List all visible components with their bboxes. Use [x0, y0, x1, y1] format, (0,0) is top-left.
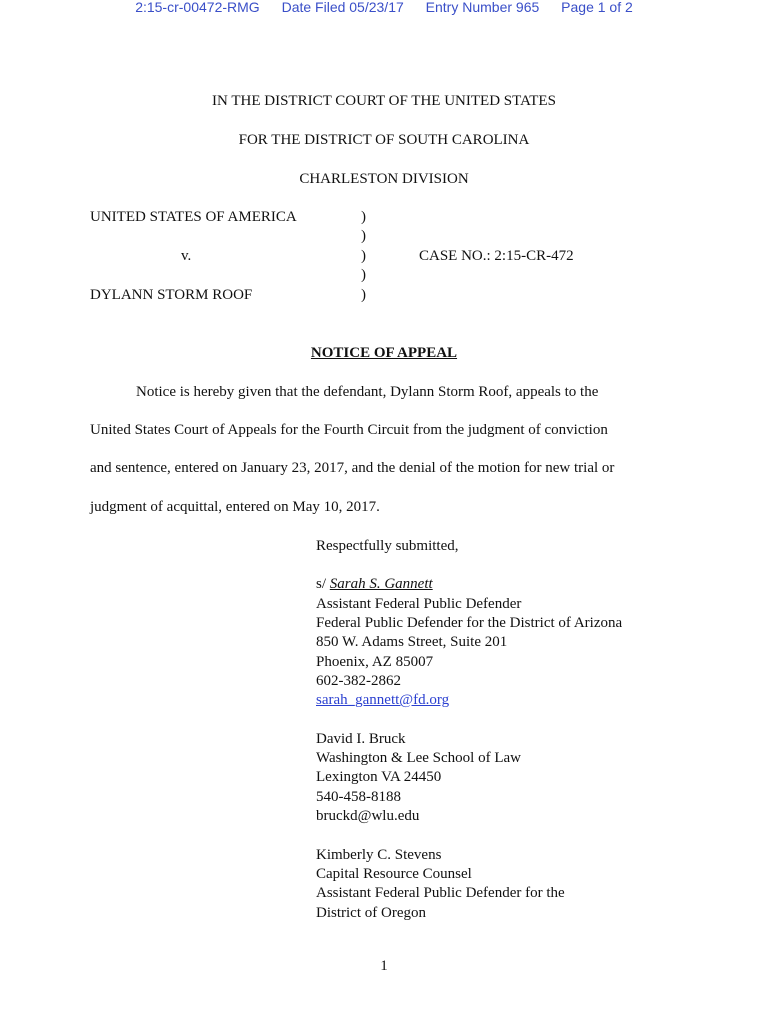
body-line: judgment of acquittal, entered on May 10, 2017.	[90, 499, 380, 515]
counsel3-office: Assistant Federal Public Defender for the	[316, 885, 565, 901]
counsel2-office: Washington & Lee School of Law	[316, 750, 521, 766]
caption-paren: )	[361, 228, 366, 244]
counsel1-title: Assistant Federal Public Defender	[316, 596, 522, 612]
caption-plaintiff: UNITED STATES OF AMERICA	[90, 209, 297, 225]
caption-paren: )	[361, 267, 366, 283]
counsel1-email-link[interactable]: sarah_gannett@fd.org	[316, 692, 450, 708]
caption-paren: )	[361, 248, 366, 264]
counsel1-email-line	[316, 692, 449, 709]
counsel1-phone: 602-382-2862	[316, 673, 401, 689]
ecf-page-count: Page 1 of 2	[561, 0, 633, 15]
caption-paren: )	[361, 209, 366, 225]
caption-versus: v.	[181, 248, 192, 264]
counsel1-address: 850 W. Adams Street, Suite 201	[316, 634, 508, 650]
court-name-line: IN THE DISTRICT COURT OF THE UNITED STATES	[212, 93, 556, 109]
division-line: CHARLESTON DIVISION	[299, 171, 469, 187]
signature-line	[316, 576, 433, 593]
caption-defendant: DYLANN STORM ROOF	[90, 287, 253, 303]
closing: Respectfully submitted,	[316, 538, 459, 554]
page-number: 1	[380, 958, 388, 974]
body-line: United States Court of Appeals for the Fourth Circuit from the judgment of conviction	[90, 422, 608, 438]
ecf-entry-number: Entry Number 965	[425, 0, 540, 15]
caption-paren: )	[361, 287, 366, 303]
ecf-date-filed: Date Filed 05/23/17	[281, 0, 404, 15]
counsel3-title: Capital Resource Counsel	[316, 866, 472, 882]
counsel1-city: Phoenix, AZ 85007	[316, 654, 434, 670]
counsel2-email: bruckd@wlu.edu	[316, 808, 420, 824]
signature-name: Sarah S. Gannett	[329, 576, 433, 592]
body-line: Notice is hereby given that the defendant, Dylann Storm Roof, appeals to the	[136, 384, 599, 400]
counsel3-office-district: District of Oregon	[316, 905, 426, 921]
case-number: CASE NO.: 2:15-CR-472	[419, 248, 574, 264]
document-title: NOTICE OF APPEAL	[310, 345, 458, 361]
body-line: and sentence, entered on January 23, 2017, and the denial of the motion for new trial or	[90, 460, 615, 476]
counsel1-office: Federal Public Defender for the District of Arizona	[316, 615, 623, 631]
counsel3-name: Kimberly C. Stevens	[316, 847, 442, 863]
district-line: FOR THE DISTRICT OF SOUTH CAROLINA	[238, 132, 530, 148]
signature-prefix: s/	[316, 576, 327, 592]
counsel2-phone: 540-458-8188	[316, 789, 401, 805]
ecf-case-number: 2:15-cr-00472-RMG	[135, 0, 260, 15]
counsel2-address: Lexington VA 24450	[316, 769, 442, 785]
counsel2-name: David I. Bruck	[316, 731, 406, 747]
ecf-filing-header	[0, 0, 768, 15]
